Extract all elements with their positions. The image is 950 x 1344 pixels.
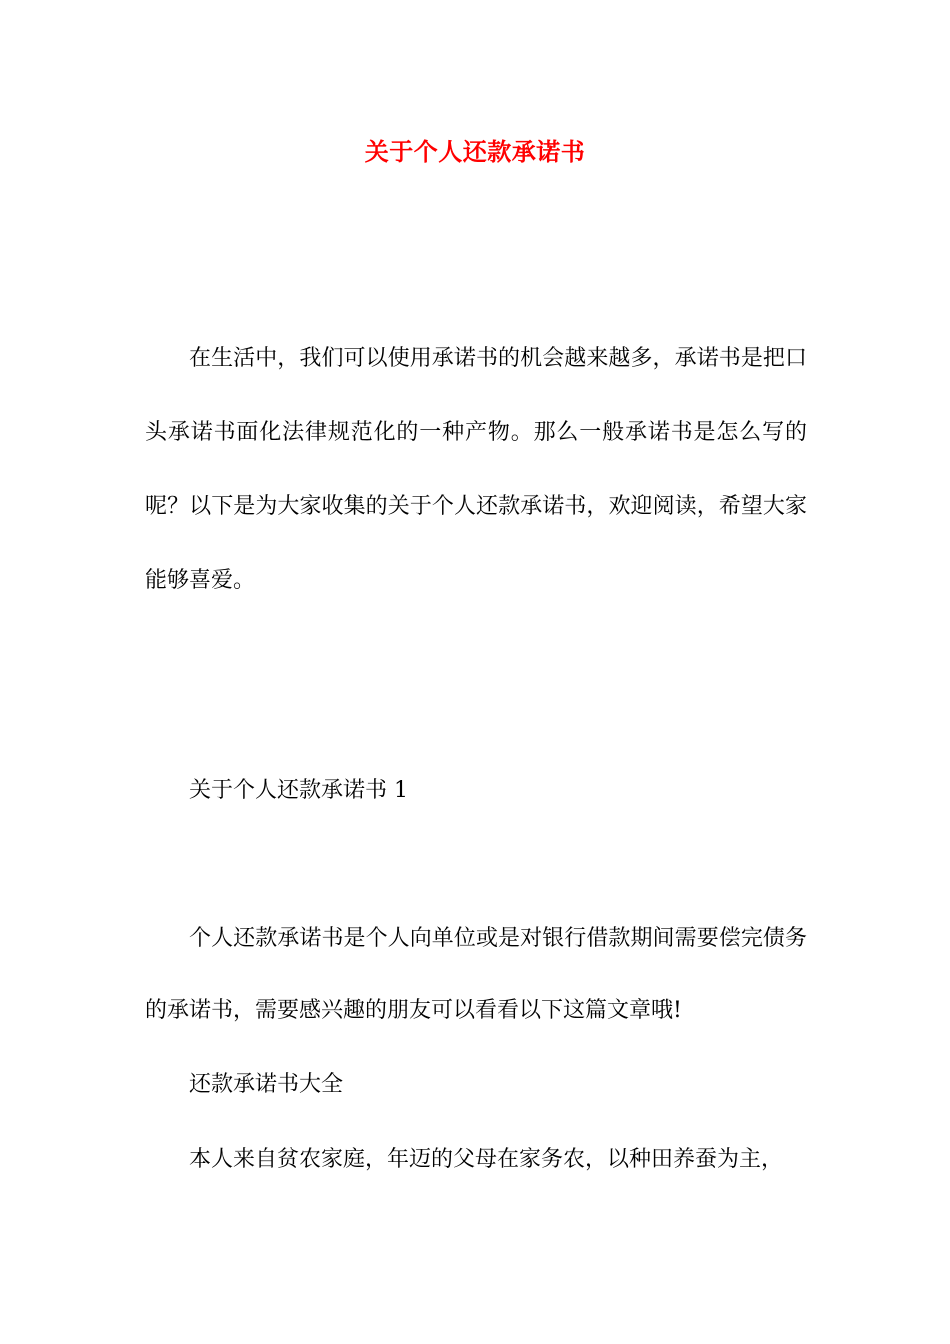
section-paragraph: 个人还款承诺书是个人向单位或是对银行借款期间需要偿完债务的承诺书，需要感兴趣的朋友可以看看以下这篇文章哦! (145, 926, 807, 1023)
last-paragraph: 本人来自贫农家庭，年迈的父母在家务农，以种田养蚕为主， (189, 1147, 784, 1172)
section-heading: 关于个人还款承诺书 1 (189, 778, 408, 803)
subheading: 还款承诺书大全 (189, 1072, 344, 1097)
document-title: 关于个人还款承诺书 (364, 137, 586, 166)
intro-paragraph: 在生活中，我们可以使用承诺书的机会越来越多，承诺书是把口头承诺书面化法律规范化的一种产物。那么一般承诺书是怎么写的呢？以下是为大家收集的关于个人还款承诺书，欢迎阅读，希望大家能够喜爱。 (145, 346, 807, 593)
